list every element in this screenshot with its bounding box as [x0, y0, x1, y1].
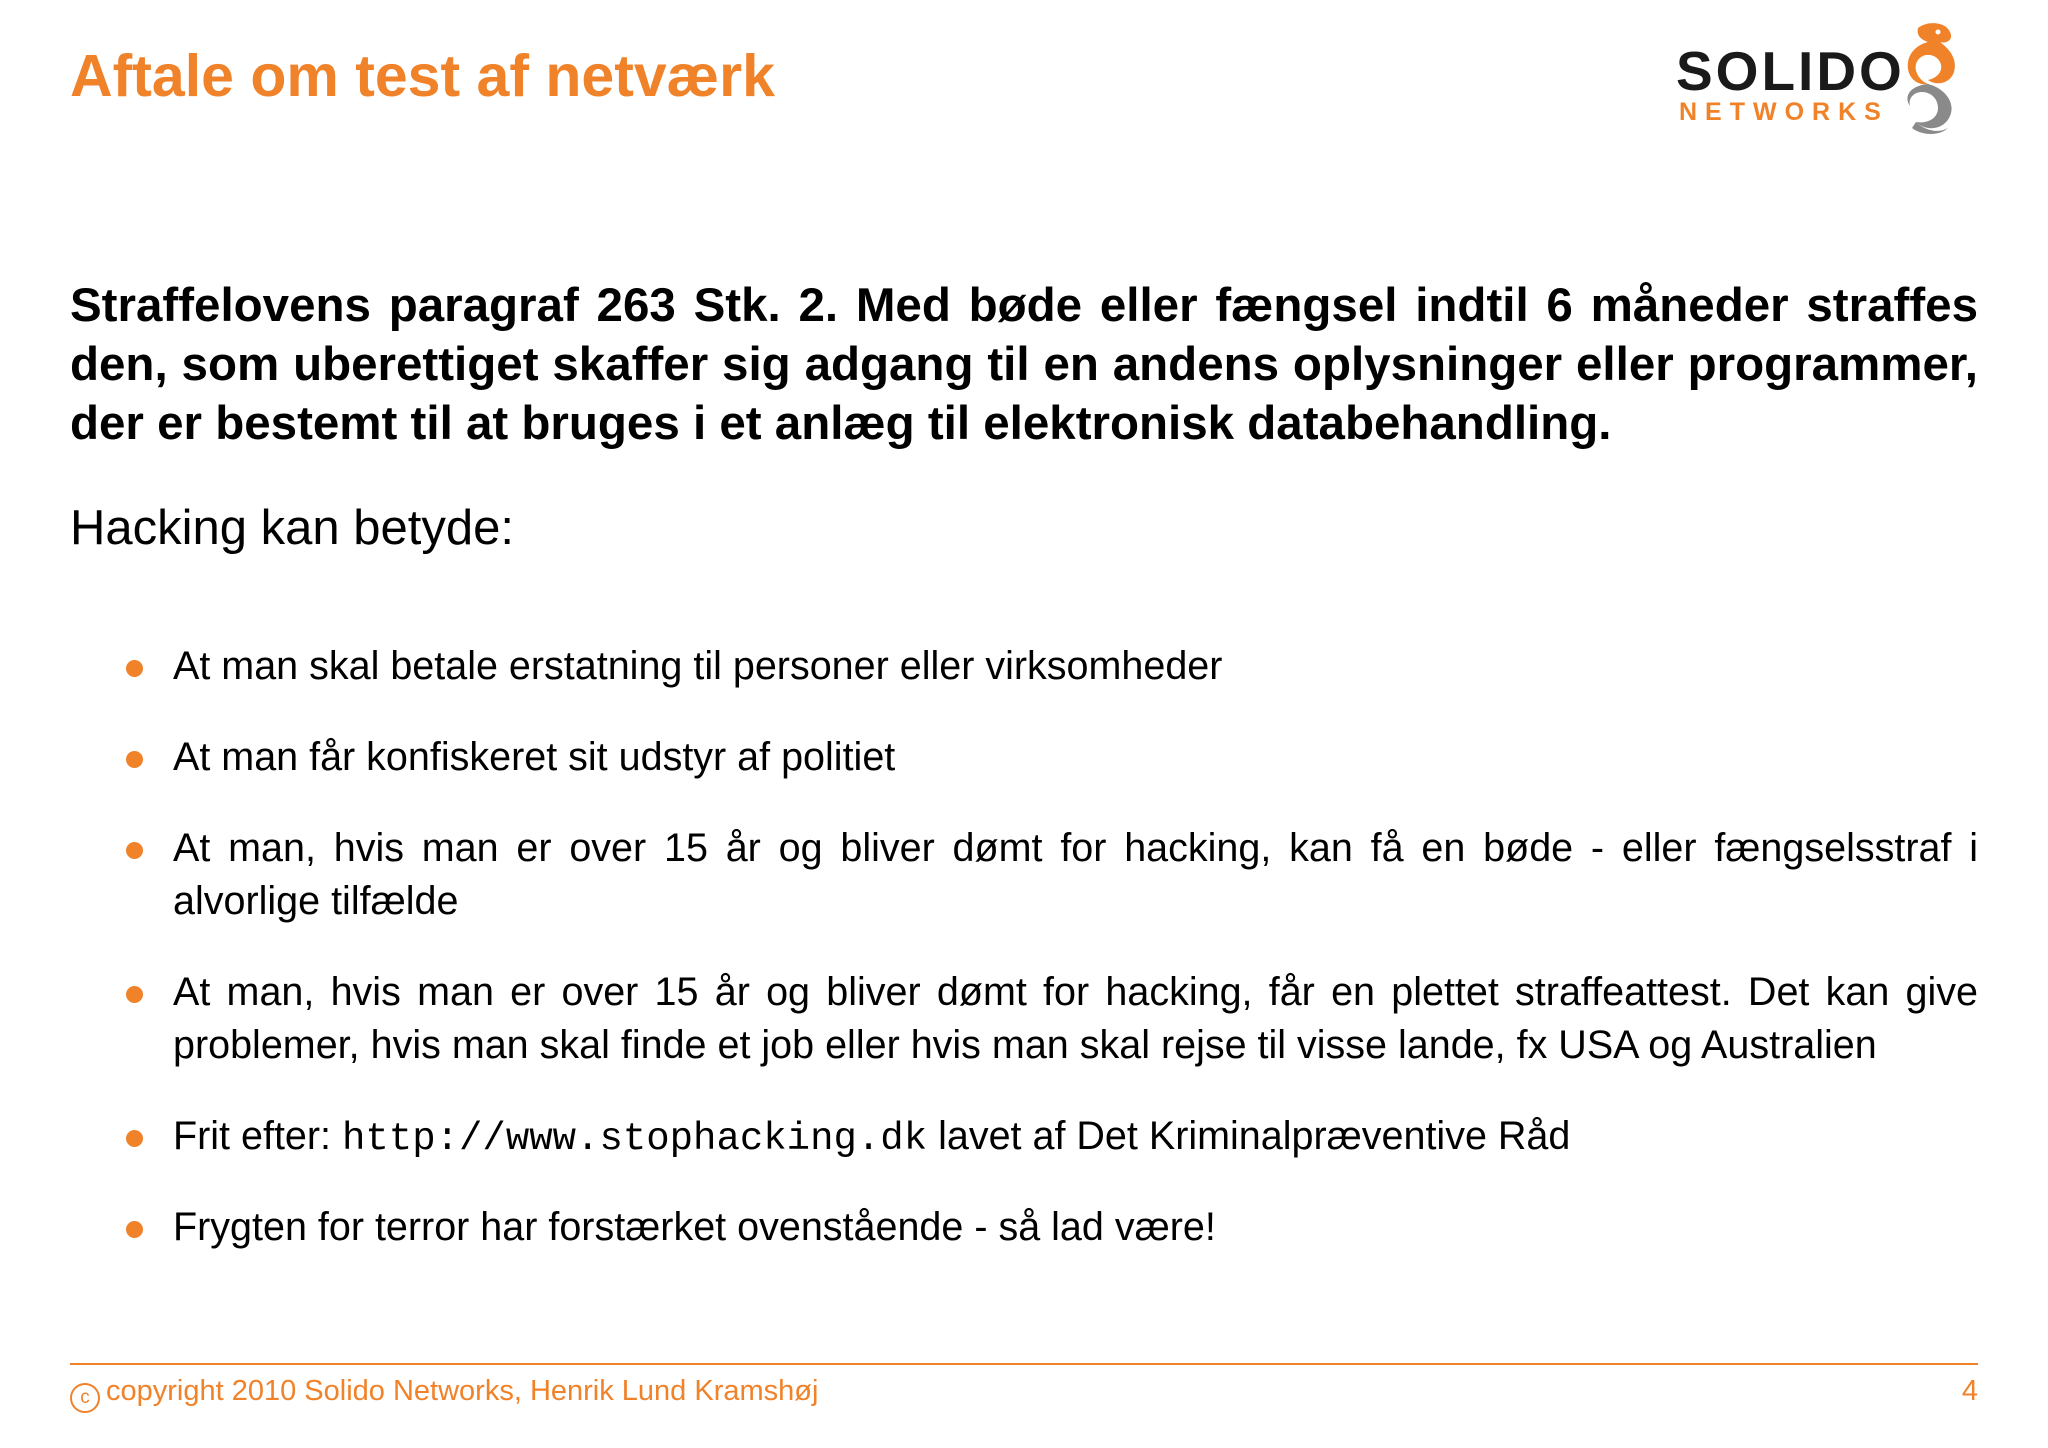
bullet-text: At man får konfiskeret sit udstyr af politiet: [173, 735, 896, 779]
bullet-text: At man skal betale erstatning til personer eller virksomheder: [173, 644, 1223, 688]
solido-networks-logo: [1676, 18, 1966, 136]
bullet-text: [173, 1110, 1978, 1166]
law-paragraph: Straffelovens paragraf 263 Stk. 2. Med bøde eller fængsel indtil 6 måneder straffes den, som uberettiget skaffer sig adgang til en andens oplysninger eller programmer, der er bestemt til at bruges i et anlæg til elektronisk databehandling.: [70, 279, 1978, 450]
bullet-icon: [126, 1130, 143, 1147]
bullet-icon: [126, 842, 143, 859]
footer-divider: [70, 1363, 1978, 1365]
footer-copyright: [70, 1375, 818, 1413]
bullet-text: At man, hvis man er over 15 år og bliver dømt for hacking, kan få en bøde - eller fængselsstraf i alvorlige tilfælde: [173, 826, 1978, 923]
seahorse-logo-icon: [1888, 18, 1966, 136]
bullet-icon: [126, 751, 143, 768]
bullet-text: At man, hvis man er over 15 år og bliver dømt for hacking, får en plettet straffeattest. Det kan give problemer, hvis man skal finde et job eller hvis man skal rejse til visse lande, fx USA og Australien: [173, 970, 1978, 1067]
bullet-prefix: Frit efter:: [173, 1114, 342, 1158]
page-number: 4: [1961, 1375, 1978, 1407]
copyright-icon: c: [70, 1383, 100, 1413]
logo-subtitle: NETWORKS: [1679, 98, 1889, 126]
stophacking-link[interactable]: http://www.stophacking.dk: [342, 1117, 928, 1161]
bullet-suffix: lavet af Det Kriminalpræventive Råd: [927, 1114, 1571, 1158]
copyright-text: copyright 2010 Solido Networks, Henrik Lund Kramshøj: [106, 1375, 819, 1407]
slide-title: Aftale om test af netværk: [70, 43, 775, 109]
bullet-icon: [126, 660, 143, 677]
intro-text: Hacking kan betyde:: [70, 501, 514, 555]
bullet-icon: [126, 986, 143, 1003]
bullet-text: Frygten for terror har forstærket ovenstående - så lad være!: [173, 1205, 1216, 1249]
bullet-icon: [126, 1221, 143, 1238]
logo-wordmark: SOLIDO: [1676, 40, 1905, 102]
